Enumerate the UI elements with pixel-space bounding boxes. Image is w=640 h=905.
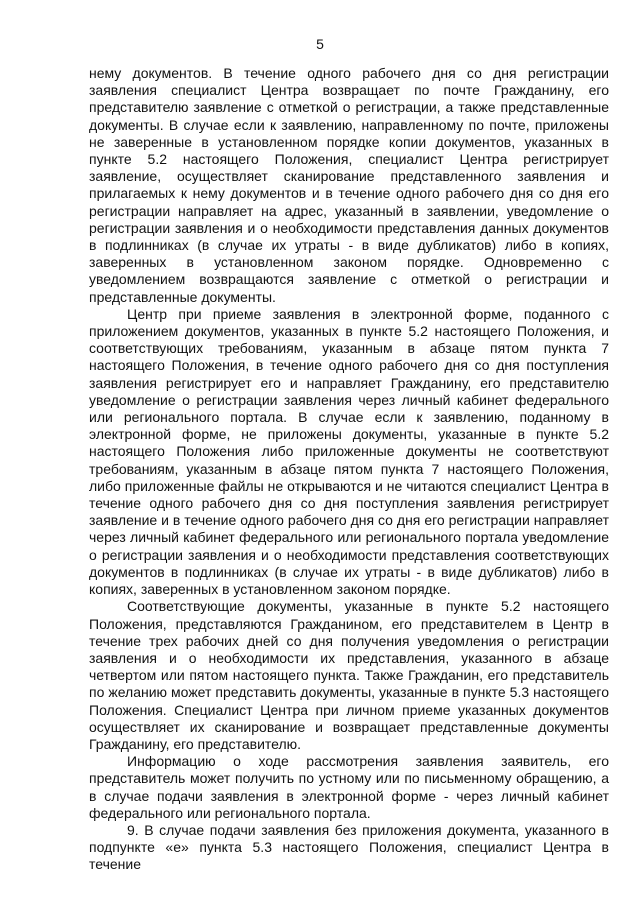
paragraph-electronic-application: Центр при приеме заявления в электронной форме, поданного с приложением документов, указанных в пункте 5.2 настоящего Положения, и соответствующих требованиям, указанным в абзаце пятом пункта 7 настоящего Положения, в течение одного рабочего дня со дня поступления заявления регистрирует его и направляет Гражданину, его представителю уведомление о регистрации заявления через личный кабинет федерального или регионального портала. В случае если к заявлению, поданному в электронной форме, не приложены документы, указанные в пункте 5.2 настоящего Положения либо приложенные документы не соответствуют требованиям, указанным в абзаце пятом пункта 7 настоящего Положения, либо приложенные файлы не открываются и не читаются специалист Центра в течение одного рабочего дня со дня поступления заявления регистрирует заявление и в течение одного рабочего дня со дня его регистрации направляет через личный кабинет федерального или регионального портала уведомление о регистрации заявления и о необходимости представления соответствующих документов в подлинниках (в случае их утраты - в виде дубликатов) либо в копиях, заверенных в установленном законом порядке. bbox=[89, 305, 609, 598]
document-body bbox=[89, 65, 609, 874]
paragraph-item-9: 9. В случае подачи заявления без приложения документа, указанного в подпункте «е» пункта 5.3 настоящего Положения, специалист Центра в течение bbox=[89, 821, 609, 873]
paragraph-documents-submission: Соответствующие документы, указанные в пункте 5.2 настоящего Положения, представляются Гражданином, его представителем в Центр в течение трех рабочих дней со дня получения уведомления о регистрации заявления и о необходимости их представления, указанного в абзаце четвертом или пятом настоящего пункта. Также Гражданин, его представитель по желанию может представить документы, указанные в пункте 5.3 настоящего Положения. Специалист Центра при личном приеме указанных документов осуществляет их сканирование и возвращает представленные документы Гражданину, его представителю. bbox=[89, 598, 609, 752]
page-number: 5 bbox=[316, 36, 324, 52]
paragraph-review-information: Информацию о ходе рассмотрения заявления заявитель, его представитель может получить по устному или по письменному обращению, а в случае подачи заявления в электронной форме - через личный кабинет федерального или регионального портала. bbox=[89, 753, 609, 821]
paragraph-continuation: нему документов. В течение одного рабочего дня со дня регистрации заявления специалист Центра возвращает по почте Гражданину, его представителю заявление с отметкой о регистрации, а также представленные документы. В случае если к заявлению, направленному по почте, приложены не заверенные в установленном порядке копии документов, указанных в пункте 5.2 настоящего Положения, специалист Центра регистрирует заявление, осуществляет сканирование представленного заявления и прилагаемых к нему документов и в течение одного рабочего дня со дня его регистрации направляет на адрес, указанный в заявлении, уведомление о регистрации заявления и о необходимости представления данных документов в подлинниках (в случае их утраты - в виде дубликатов) либо в копиях, заверенных в установленном законом порядке. Одновременно с уведомлением возвращаются заявление с отметкой о регистрации и представленные документы. bbox=[89, 65, 609, 305]
